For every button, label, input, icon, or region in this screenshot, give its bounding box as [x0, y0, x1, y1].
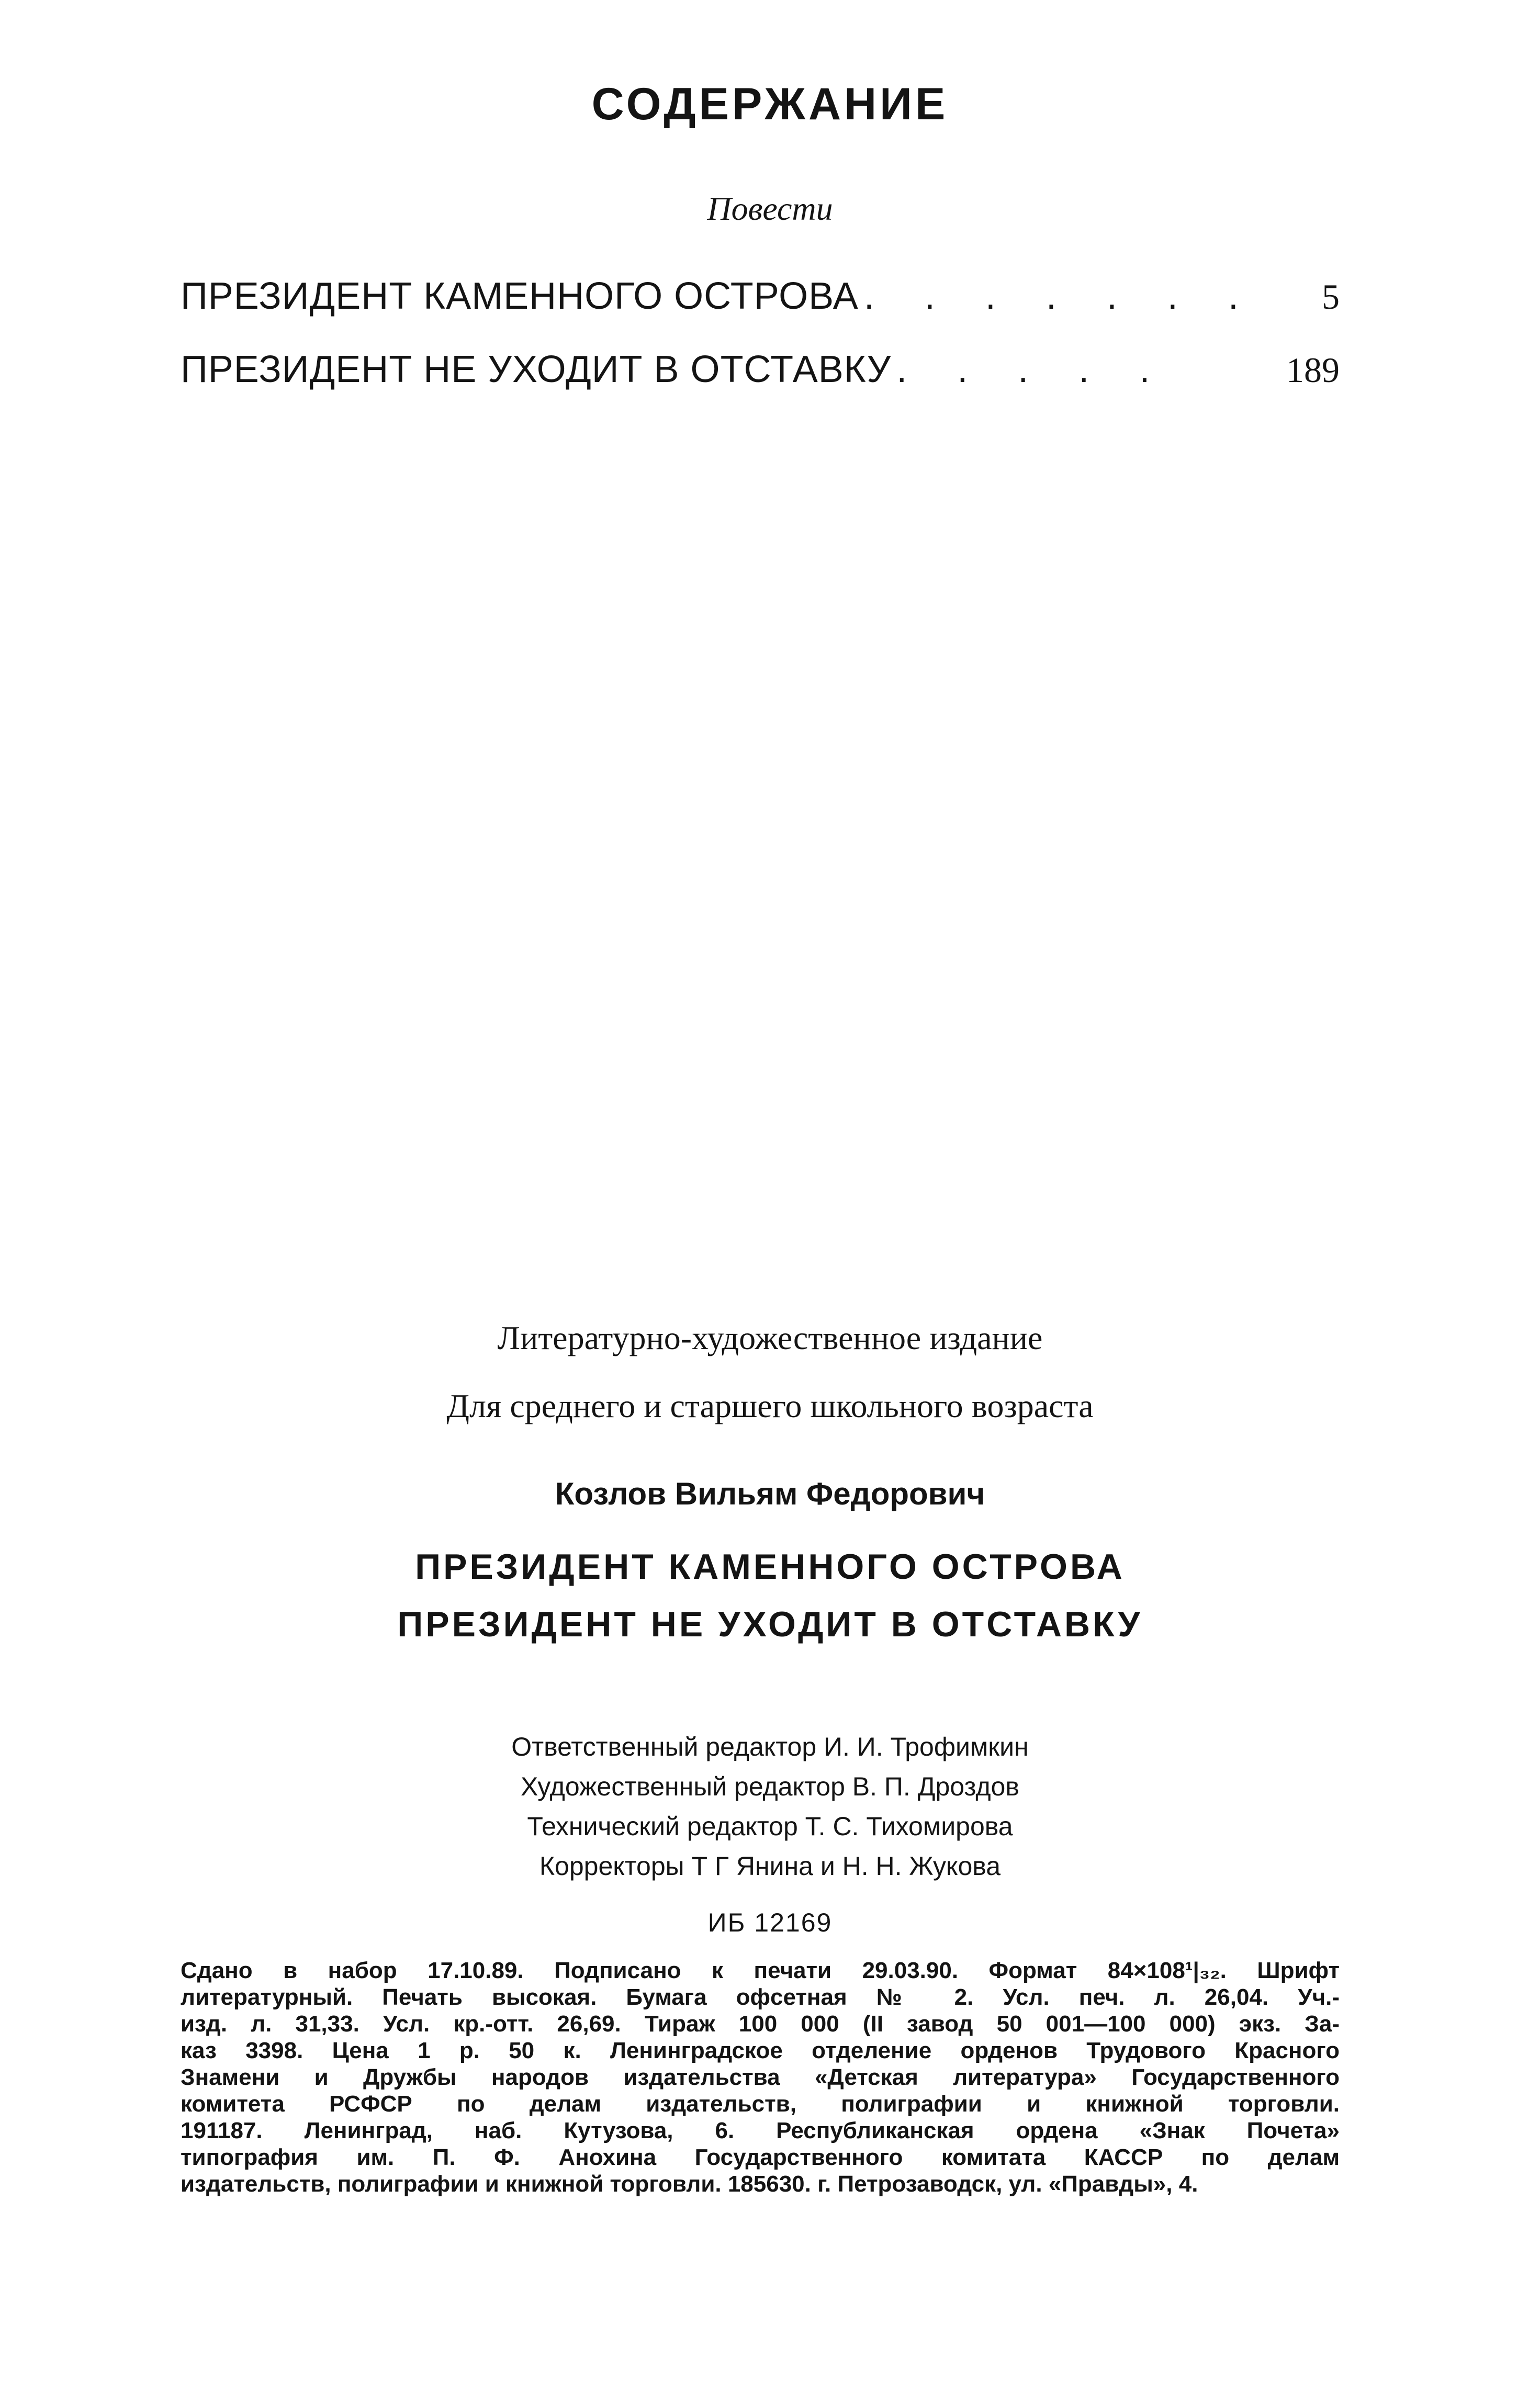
- toc-entry[interactable]: [181, 348, 1340, 406]
- colophon-line: изд. л. 31,33. Усл. кр.-отт. 26,69. Тираж 100 000 (II завод 50 001—100 000) экз. За-: [181, 2011, 1340, 2037]
- toc-entry-page: 5: [1322, 277, 1340, 317]
- ib-number: ИБ 12169: [707, 1908, 833, 1937]
- contents-heading: СОДЕРЖАНИЕ: [591, 79, 949, 129]
- credit-line: Корректоры Т Г Янина и Н. Н. Жукова: [539, 1851, 1001, 1881]
- author-name: Козлов Вильям Федорович: [555, 1476, 985, 1511]
- toc-entry[interactable]: [181, 275, 1340, 332]
- credit-line: Технический редактор Т. С. Тихомирова: [527, 1812, 1013, 1841]
- toc-entry-page: 189: [1286, 350, 1340, 390]
- colophon-line: Сдано в набор 17.10.89. Подписано к печати 29.03.90. Формат 84×108¹|₃₂. Шрифт: [181, 1958, 1340, 1983]
- credit-line: Художественный редактор В. П. Дроздов: [521, 1772, 1019, 1801]
- colophon-line: 191187. Ленинград, наб. Кутузова, 6. Республиканская ордена «Знак Почета»: [181, 2118, 1340, 2143]
- colophon-line: типография им. П. Ф. Анохина Государственного комитата КАССР по делам: [181, 2144, 1340, 2170]
- toc-leader-dots: . . . . .: [896, 349, 1170, 390]
- edition-type: Литературно-художественное издание: [497, 1319, 1043, 1356]
- colophon-line: литературный. Печать высокая. Бумага офсетная № 2. Усл. печ. л. 26,04. Уч.-: [181, 1984, 1340, 2010]
- contents-section-label: Повести: [707, 190, 833, 227]
- toc-entry-title: ПРЕЗИДЕНТ КАМЕННОГО ОСТРОВА: [181, 275, 859, 317]
- colophon-line: каз 3398. Цена 1 р. 50 к. Ленинградское отделение орденов Трудового Красного: [181, 2038, 1340, 2063]
- book-title-line-2: ПРЕЗИДЕНТ НЕ УХОДИТ В ОТСТАВКУ: [397, 1604, 1143, 1644]
- credits-list: [0, 1727, 1540, 1886]
- credit-line: Ответственный редактор И. И. Трофимкин: [511, 1732, 1029, 1761]
- audience-note: Для среднего и старшего школьного возраста: [446, 1387, 1094, 1424]
- toc-entry-title: ПРЕЗИДЕНТ НЕ УХОДИТ В ОТСТАВКУ: [181, 349, 892, 390]
- toc-leader-dots: . . . . . . .: [863, 275, 1258, 317]
- colophon-line: комитета РСФСР по делам издательств, полиграфии и книжной торговли.: [181, 2091, 1340, 2117]
- colophon-line: издательств, полиграфии и книжной торговли. 185630. г. Петрозаводск, ул. «Правды», 4.: [181, 2171, 1198, 2197]
- book-title-line-1: ПРЕЗИДЕНТ КАМЕННОГО ОСТРОВА: [415, 1547, 1125, 1587]
- colophon: [181, 1957, 1340, 2197]
- colophon-line: Знамени и Дружбы народов издательства «Детская литература» Государственного: [181, 2064, 1340, 2090]
